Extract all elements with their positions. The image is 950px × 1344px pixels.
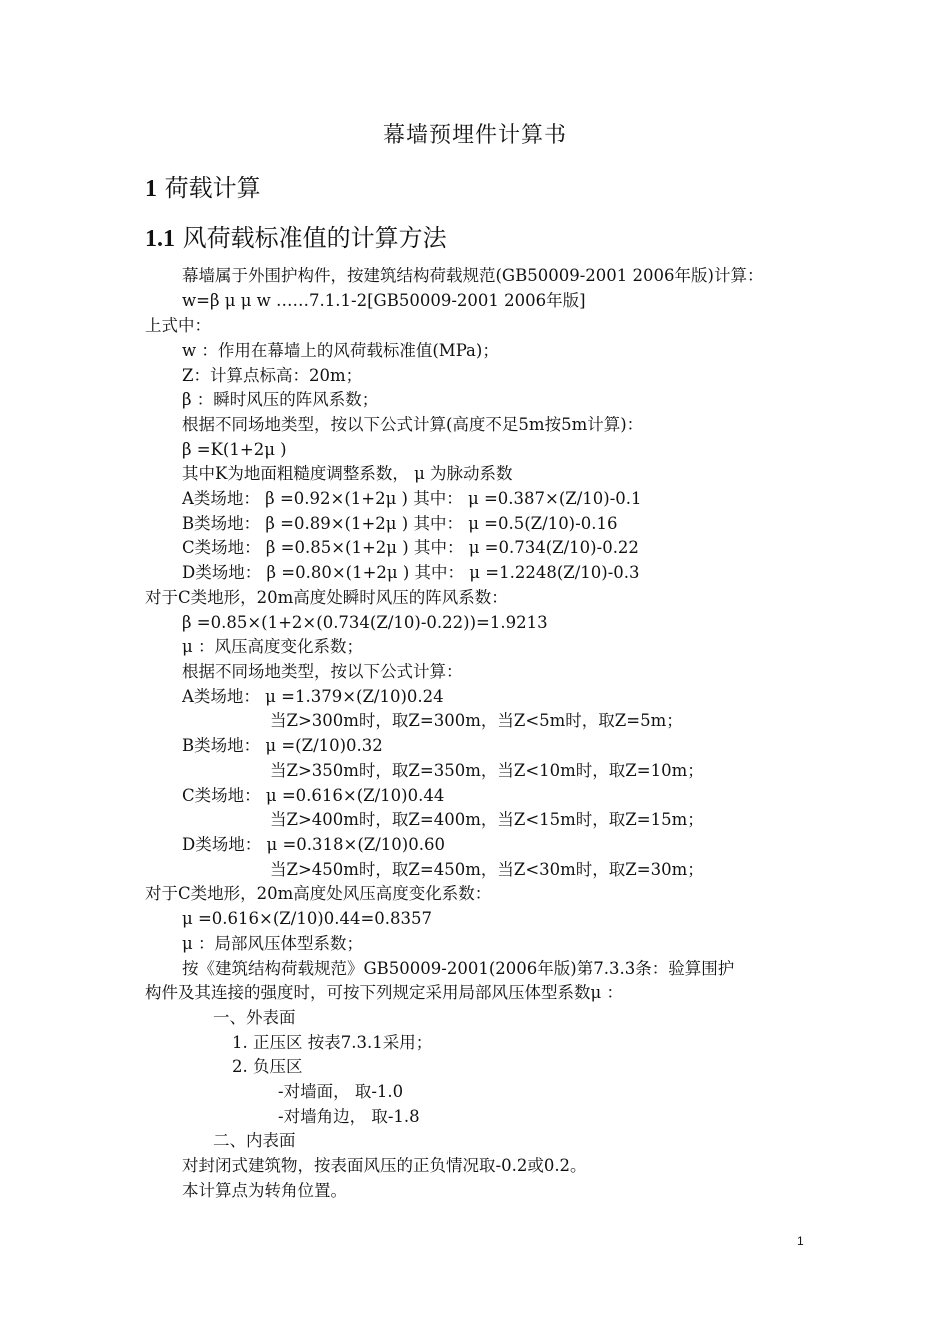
section-number: 1	[145, 176, 157, 202]
text-line: B类场地： β =0.89×(1+2μ ) 其中： μ =0.5(Z/10)-0.16	[182, 514, 618, 533]
section-heading-1-1	[145, 218, 447, 253]
text-line: μ =0.616×(Z/10)0.44=0.8357	[182, 909, 433, 928]
text-line: w ：作用在幕墙上的风荷载标准值(MPa)；	[182, 341, 499, 360]
page-number: 1	[797, 1234, 804, 1248]
text-line: w=β μ μ w ……7.1.1-2[GB50009-2001 2006年版]	[182, 291, 586, 310]
text-line: β =K(1+2μ )	[182, 440, 287, 459]
text-line: A类场地： β =0.92×(1+2μ ) 其中： μ =0.387×(Z/10)-0.1	[182, 489, 642, 508]
text-line: D类场地： μ =0.318×(Z/10)0.60	[182, 835, 445, 854]
text-line: β ：瞬时风压的阵风系数；	[182, 390, 379, 409]
text-line: D类场地： β =0.80×(1+2μ ) 其中： μ =1.2248(Z/10)-0.3	[182, 563, 640, 582]
text-line: 一、外表面	[213, 1008, 296, 1027]
text-line: B类场地： μ =(Z/10)0.32	[182, 736, 383, 755]
section-title: 风荷载标准值的计算方法	[182, 224, 447, 252]
text-line: 1. 正压区 按表7.3.1采用；	[232, 1033, 433, 1052]
text-line: 根据不同场地类型，按以下公式计算：	[182, 662, 463, 681]
text-line: -对墙面， 取-1.0	[278, 1082, 404, 1101]
text-line: 按《建筑结构荷载规范》GB50009-2001(2006年版)第7.3.3条：验算围护	[182, 959, 735, 978]
section-heading-1	[145, 168, 261, 203]
text-line: 当Z>400m时，取Z=400m，当Z<15m时，取Z=15m；	[270, 810, 704, 829]
text-line: 当Z>350m时，取Z=350m，当Z<10m时，取Z=10m；	[270, 761, 704, 780]
section-number: 1.1	[145, 226, 175, 252]
text-line: C类场地： β =0.85×(1+2μ ) 其中： μ =0.734(Z/10)-0.22	[182, 538, 639, 557]
text-line: 当Z>300m时，取Z=300m，当Z<5m时，取Z=5m；	[270, 711, 683, 730]
section-title: 荷载计算	[164, 174, 261, 202]
text-line: β =0.85×(1+2×(0.734(Z/10)-0.22))=1.9213	[182, 613, 548, 632]
text-line: A类场地： μ =1.379×(Z/10)0.24	[182, 687, 444, 706]
text-line: 当Z>450m时，取Z=450m，当Z<30m时，取Z=30m；	[270, 860, 704, 879]
text-line: μ ：风压高度变化系数；	[182, 637, 363, 656]
text-line: 上式中：	[145, 316, 211, 335]
text-line: 二、内表面	[213, 1131, 296, 1150]
text-line: 本计算点为转角位置。	[182, 1181, 347, 1200]
text-line: 对于C类地形，20m高度处瞬时风压的阵风系数：	[145, 588, 508, 607]
text-line: -对墙角边， 取-1.8	[278, 1107, 420, 1126]
text-line: 对于C类地形，20m高度处风压高度变化系数：	[145, 884, 492, 903]
text-line: Z：计算点标高：20m；	[182, 366, 363, 385]
text-line: 根据不同场地类型，按以下公式计算(高度不足5m按5m计算)：	[182, 415, 644, 434]
text-line: 构件及其连接的强度时，可按下列规定采用局部风压体型系数μ ：	[145, 983, 623, 1002]
text-line: μ ：局部风压体型系数；	[182, 934, 363, 953]
text-line: 2. 负压区	[232, 1057, 303, 1076]
text-line: 对封闭式建筑物，按表面风压的正负情况取-0.2或0.2。	[182, 1156, 587, 1175]
text-line: 其中K为地面粗糙度调整系数， μ 为脉动系数	[182, 464, 513, 483]
text-line: C类场地： μ =0.616×(Z/10)0.44	[182, 786, 445, 805]
document-title: 幕墙预埋件计算书	[382, 123, 567, 148]
text-line: 幕墙属于外围护构件，按建筑结构荷载规范(GB50009-2001 2006年版)计算：	[182, 266, 764, 285]
